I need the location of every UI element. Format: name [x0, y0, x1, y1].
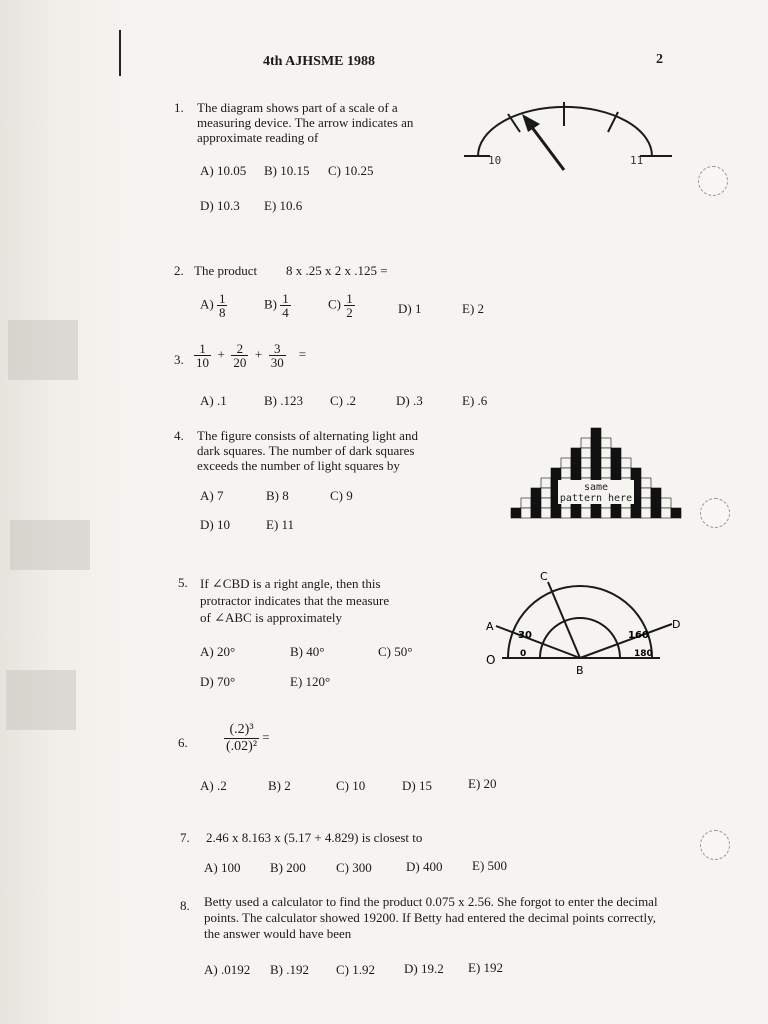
- protractor-outer-arc: [508, 586, 652, 658]
- pyramid-square: [571, 508, 581, 518]
- q2-number: 2.: [174, 263, 184, 278]
- q2-option-a[interactable]: [200, 292, 227, 319]
- pyramid-square: [561, 458, 571, 468]
- pyramid-square: [591, 438, 601, 448]
- scan-noise: [8, 320, 78, 380]
- q5-number: 5.: [178, 575, 188, 590]
- fraction-denominator: 10: [196, 355, 209, 370]
- q4-number: 4.: [174, 428, 184, 443]
- pyramid-square: [541, 498, 551, 508]
- q7-option-c[interactable]: C) 300: [336, 860, 372, 875]
- tick-30: 30: [518, 630, 532, 641]
- q4-option-d[interactable]: D) 10: [200, 517, 230, 532]
- fraction-denominator: 20: [233, 355, 247, 370]
- pattern-label-line2: pattern here: [559, 493, 633, 504]
- pyramid-square: [621, 508, 631, 518]
- q3-option-b[interactable]: B) .123: [264, 393, 303, 408]
- q1-scale-figure: [460, 96, 680, 176]
- pyramid-square: [601, 448, 611, 458]
- pyramid-square: [621, 458, 631, 468]
- pyramid-square: [531, 498, 541, 508]
- label-o: O: [486, 653, 496, 667]
- protractor-inner-arc: [540, 618, 620, 658]
- pyramid-square: [601, 438, 611, 448]
- ray-bd: [580, 624, 672, 658]
- pyramid-square: [561, 508, 571, 518]
- pyramid-square: [641, 488, 651, 498]
- pyramid-square: [611, 458, 621, 468]
- q1-option-b[interactable]: B) 10.15: [264, 163, 310, 178]
- pyramid-square: [591, 448, 601, 458]
- pyramid-square: [581, 438, 591, 448]
- q8-number: 8.: [180, 898, 190, 913]
- q7-option-e[interactable]: E) 500: [472, 858, 508, 873]
- punch-hole: [700, 830, 730, 860]
- pyramid-square: [541, 478, 551, 488]
- q6-option-a[interactable]: A) .2: [200, 778, 227, 793]
- scan-noise: [10, 520, 90, 570]
- fraction-numerator: (.2)³: [224, 722, 259, 739]
- q8-option-a[interactable]: A) .0192: [204, 962, 251, 977]
- pyramid-square: [581, 448, 591, 458]
- pyramid-square: [611, 468, 621, 478]
- fraction-numerator: 1: [346, 291, 353, 306]
- q2-option-letter: A): [200, 296, 214, 312]
- fraction-numerator: 3: [269, 342, 286, 356]
- q3-option-a[interactable]: A) .1: [200, 393, 227, 408]
- fraction-denominator: 30: [270, 355, 284, 370]
- pyramid-square: [571, 458, 581, 468]
- q2-option-d[interactable]: D) 1: [398, 301, 422, 316]
- q8-option-b[interactable]: B) .192: [270, 962, 309, 977]
- pattern-label-line1: same: [583, 482, 609, 493]
- pyramid-square: [601, 468, 611, 478]
- equals-sign: =: [298, 346, 307, 362]
- pyramid-square: [531, 508, 541, 518]
- q1-option-d[interactable]: D) 10.3: [200, 198, 240, 213]
- pyramid-square: [521, 498, 531, 508]
- fraction-denominator: (.02)²: [226, 739, 258, 754]
- tick-160: 160: [628, 630, 649, 641]
- pyramid-square: [591, 428, 601, 438]
- pyramid-square: [631, 508, 641, 518]
- q2-lead: The product: [194, 263, 258, 278]
- pyramid-square: [541, 488, 551, 498]
- pyramid-square: [541, 508, 551, 518]
- pyramid-square: [581, 508, 591, 518]
- q2-option-letter: C): [328, 296, 341, 312]
- q5-line: of ∠ABC is approximately: [200, 610, 342, 625]
- page-title: 4th AJHSME 1988: [263, 54, 376, 69]
- pyramid-square: [631, 468, 641, 478]
- punch-hole: [698, 166, 728, 196]
- q6-option-e[interactable]: E) 20: [468, 776, 497, 791]
- pyramid-square: [611, 508, 621, 518]
- q5-option-a[interactable]: A) 20°: [200, 644, 236, 659]
- q8-line: the answer would have been: [204, 926, 352, 941]
- q2-option-c[interactable]: [328, 292, 355, 319]
- pyramid-square: [561, 468, 571, 478]
- q2-option-b[interactable]: [264, 292, 291, 319]
- tick-0: 0: [520, 649, 527, 659]
- pyramid-square: [591, 458, 601, 468]
- scale-label-right: 11: [630, 154, 644, 167]
- q3-expression: [194, 342, 306, 369]
- q5-option-c[interactable]: C) 50°: [378, 644, 413, 659]
- q8-text: [204, 894, 658, 942]
- q4-line: The figure consists of alternating light and: [197, 428, 418, 443]
- binder-line: [119, 30, 121, 76]
- scale-label-left: 10: [488, 154, 502, 167]
- q7-option-a[interactable]: A) 100: [204, 860, 241, 875]
- q5-line: If ∠CBD is a right angle, then this: [200, 576, 381, 591]
- pyramid-square: [521, 508, 531, 518]
- q8-line: Betty used a calculator to find the product 0.075 x 2.56. She forgot to enter the decimal: [204, 894, 658, 909]
- q1-option-a[interactable]: A) 10.05: [200, 163, 247, 178]
- pyramid-square: [611, 448, 621, 458]
- pyramid-square: [671, 508, 681, 518]
- q4-line: dark squares. The number of dark squares: [197, 443, 415, 458]
- plus-sign: +: [217, 346, 225, 362]
- q1-line: approximate reading of: [197, 130, 319, 145]
- pyramid-square: [531, 488, 541, 498]
- q7-option-d[interactable]: D) 400: [406, 859, 443, 874]
- q4-line: exceeds the number of light squares by: [197, 458, 400, 473]
- q5-option-b[interactable]: B) 40°: [290, 644, 325, 659]
- q1-text: [197, 100, 413, 145]
- pyramid-square: [551, 508, 561, 518]
- q6-option-c[interactable]: C) 10: [336, 778, 366, 793]
- pyramid-square: [641, 498, 651, 508]
- q5-protractor-figure: [482, 568, 682, 678]
- pyramid-square: [651, 508, 661, 518]
- label-d: D: [672, 618, 681, 631]
- q8-option-c[interactable]: C) 1.92: [336, 962, 375, 977]
- label-c: C: [540, 570, 548, 583]
- scan-noise: [6, 670, 76, 730]
- page-number: 2: [656, 52, 663, 67]
- fraction-numerator: 2: [231, 342, 248, 356]
- scale-arrow-shaft: [528, 122, 564, 170]
- q8-option-d[interactable]: D) 19.2: [404, 961, 444, 976]
- q8-option-e[interactable]: E) 192: [468, 960, 504, 975]
- pyramid-square: [661, 498, 671, 508]
- q5-line: protractor indicates that the measure: [200, 593, 390, 608]
- pyramid-square: [651, 488, 661, 498]
- q4-option-c[interactable]: C) 9: [330, 488, 353, 503]
- fraction-numerator: 1: [194, 342, 211, 356]
- q1-option-e[interactable]: E) 10.6: [264, 198, 303, 213]
- q8-line: points. The calculator showed 19200. If Betty had entered the decimal points correctly,: [204, 910, 656, 925]
- pyramid-square: [581, 468, 591, 478]
- q4-staircase-figure: [510, 424, 682, 524]
- pyramid-square: [621, 468, 631, 478]
- fraction-denominator: 4: [282, 305, 289, 320]
- q3-option-e[interactable]: E) .6: [462, 393, 488, 408]
- punch-hole: [700, 498, 730, 528]
- pyramid-square: [641, 478, 651, 488]
- q1-line: The diagram shows part of a scale of a: [197, 100, 398, 115]
- q4-text: [197, 428, 418, 473]
- pyramid-square: [581, 458, 591, 468]
- pyramid-square: [591, 468, 601, 478]
- q3-number: 3.: [174, 352, 184, 367]
- fraction-denominator: 2: [346, 305, 353, 320]
- label-a: A: [486, 620, 494, 633]
- fraction-numerator: 1: [282, 291, 289, 306]
- q2-option-letter: B): [264, 296, 277, 312]
- q3-option-d[interactable]: D) .3: [396, 393, 423, 408]
- q4-option-e[interactable]: E) 11: [266, 517, 295, 532]
- pyramid-square: [641, 508, 651, 518]
- q7-option-b[interactable]: B) 200: [270, 860, 306, 875]
- pyramid-square: [601, 508, 611, 518]
- pyramid-square: [601, 458, 611, 468]
- q4-option-a[interactable]: A) 7: [200, 488, 224, 503]
- fraction-numerator: 1: [218, 291, 226, 306]
- q6-option-d[interactable]: D) 15: [402, 778, 432, 793]
- pyramid-square: [551, 468, 561, 478]
- plus-sign: +: [254, 346, 263, 362]
- pyramid-square: [591, 508, 601, 518]
- checkered-pyramid: [511, 428, 681, 518]
- scale-arrow-head: [522, 114, 540, 132]
- fraction-denominator: 8: [218, 305, 226, 320]
- q5-option-e[interactable]: E) 120°: [290, 674, 331, 689]
- q4-option-b[interactable]: B) 8: [266, 488, 289, 503]
- pyramid-square: [571, 468, 581, 478]
- q5-option-d[interactable]: D) 70°: [200, 674, 236, 689]
- q1-option-c[interactable]: C) 10.25: [328, 163, 374, 178]
- q6-option-b[interactable]: B) 2: [268, 778, 291, 793]
- q7-number: 7.: [180, 830, 190, 845]
- pyramid-square: [571, 448, 581, 458]
- q1-number: 1.: [174, 100, 184, 115]
- label-b: B: [576, 664, 584, 677]
- q1-line: measuring device. The arrow indicates an: [197, 115, 414, 130]
- q6-expression: [224, 722, 270, 755]
- pyramid-square: [511, 508, 521, 518]
- pyramid-square: [651, 498, 661, 508]
- q6-number: 6.: [178, 735, 188, 750]
- q3-option-c[interactable]: C) .2: [330, 393, 356, 408]
- q2-option-e[interactable]: E) 2: [462, 301, 485, 316]
- q2-expression: 8 x .25 x 2 x .125 =: [286, 263, 388, 278]
- q5-text: [200, 575, 389, 626]
- tick-180: 180: [634, 649, 653, 659]
- q7-text: 2.46 x 8.163 x (5.17 + 4.829) is closest to: [206, 830, 423, 845]
- pyramid-square: [661, 508, 671, 518]
- equals-sign: =: [262, 729, 270, 745]
